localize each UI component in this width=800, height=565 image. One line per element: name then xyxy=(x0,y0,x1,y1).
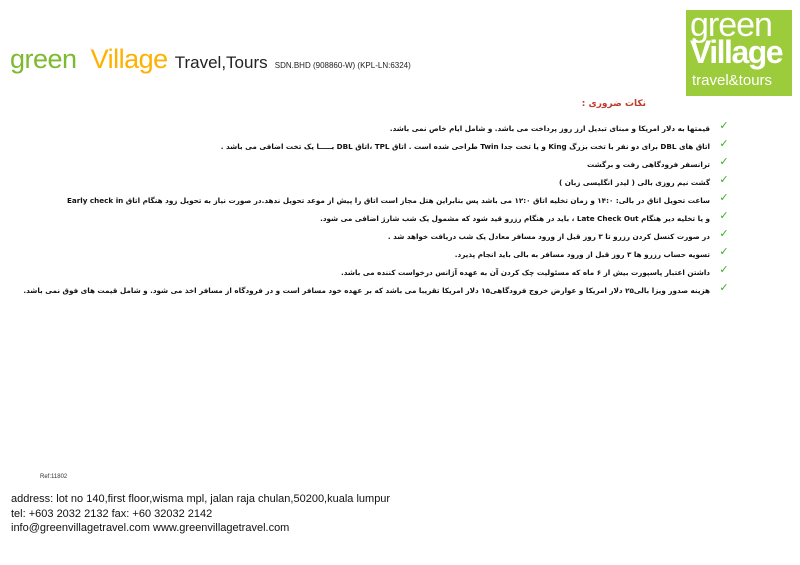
list-item xyxy=(23,171,729,189)
note-text: تسویه حساب رزرو ها ۳ روز قبل از ورود مسافر به بالی باید انجام پذیرد. xyxy=(454,250,710,259)
note-text: و یا تخلیه دیر هنگام Late Check Out ، باید در هنگام رزرو قید شود که مشمول یک شب شارژ اضافی می شود. xyxy=(320,214,710,223)
logo-line-travel-tours: travel&tours xyxy=(692,72,773,89)
brand-village-text: Village xyxy=(90,44,168,74)
list-item xyxy=(23,243,729,261)
registration-number: SDN.BHD (908860-W) (KPL-LN:6324) xyxy=(274,61,411,70)
checkmark-icon: ✓ xyxy=(719,245,729,258)
list-item xyxy=(23,225,729,243)
checkmark-icon: ✓ xyxy=(719,119,729,132)
list-item xyxy=(23,207,729,225)
address-line: address: lot no 140,first floor,wisma mpl, jalan raja chulan,50200,kuala lumpur xyxy=(11,493,391,505)
notes-list xyxy=(23,117,729,297)
checkmark-icon: ✓ xyxy=(719,227,729,240)
checkmark-icon: ✓ xyxy=(719,263,729,276)
note-text: در صورت کنسل کردن رزرو تا ۳ روز قبل از ورود مسافر معادل یک شب دریافت خواهد شد . xyxy=(387,232,710,241)
brand-travel-tours: Travel,Tours xyxy=(174,53,268,72)
contact-footer xyxy=(11,492,390,536)
list-item xyxy=(23,261,729,279)
checkmark-icon: ✓ xyxy=(719,281,729,294)
company-header xyxy=(10,44,411,78)
note-text: هزینه صدور ویزا بالی۲۵ دلار امریکا و عوارض خروج فرودگاهی۱۵ دلار امریکا تقریبا می باشد که بر عهده خود مسافر است و در فرودگاه از مسافر اخذ می شود. و شامل قیمت های فوق نمی باشد. xyxy=(23,286,710,295)
reference-number: Ref:11802 xyxy=(40,474,68,480)
checkmark-icon: ✓ xyxy=(719,137,729,150)
checkmark-icon: ✓ xyxy=(719,173,729,186)
note-text: گشت نیم روزی بالی ( لیدر انگلیسی زبان ) xyxy=(558,178,710,187)
logo-line-village: Village xyxy=(690,34,783,70)
note-text: اتاق های DBL برای دو نفر با تخت بزرگ King و یا تخت جدا Twin طراحی شده است . اتاق TPL ،اتاق DBL بـــــا یک تخت اضافی می باشد . xyxy=(220,142,710,151)
brand-green-text: green xyxy=(10,44,77,74)
checkmark-icon: ✓ xyxy=(719,155,729,168)
email-website-line: info@greenvillagetravel.com www.greenvillagetravel.com xyxy=(11,522,290,534)
list-item xyxy=(23,153,729,171)
list-item xyxy=(23,189,729,207)
checkmark-icon: ✓ xyxy=(719,209,729,222)
logo-line-green: green xyxy=(690,10,772,44)
note-text: ترانسفر فرودگاهی رفت و برگشت xyxy=(587,160,710,169)
note-text: ساعت تحویل اتاق در بالی: ۱۴:۰ و زمان تخلیه اتاق ۱۲:۰ می باشد پس بنابراین هتل مجاز است اتاق را پیش از موعد تحویل ندهد.در صورت نیاز به تحویل زود هنگام اتاق Early check in xyxy=(66,196,710,205)
list-item xyxy=(23,135,729,153)
green-village-logo xyxy=(686,10,792,96)
note-text: داشتن اعتبار پاسپورت بیش از ۶ ماه که مسئولیت چک کردن آن به عهده آژانس درخواست کننده می باشد. xyxy=(341,268,710,277)
list-item xyxy=(23,279,729,297)
notes-title: نکات ضروری : xyxy=(581,99,646,109)
note-text: قیمتها به دلار امریکا و مبنای تبدیل ارز روز پرداخت می باشد. و شامل ایام خاص نمی باشد. xyxy=(389,124,710,133)
list-item xyxy=(23,117,729,135)
phone-fax-line: tel: +603 2032 2132 fax: +60 32032 2142 xyxy=(11,507,213,520)
checkmark-icon: ✓ xyxy=(719,191,729,204)
